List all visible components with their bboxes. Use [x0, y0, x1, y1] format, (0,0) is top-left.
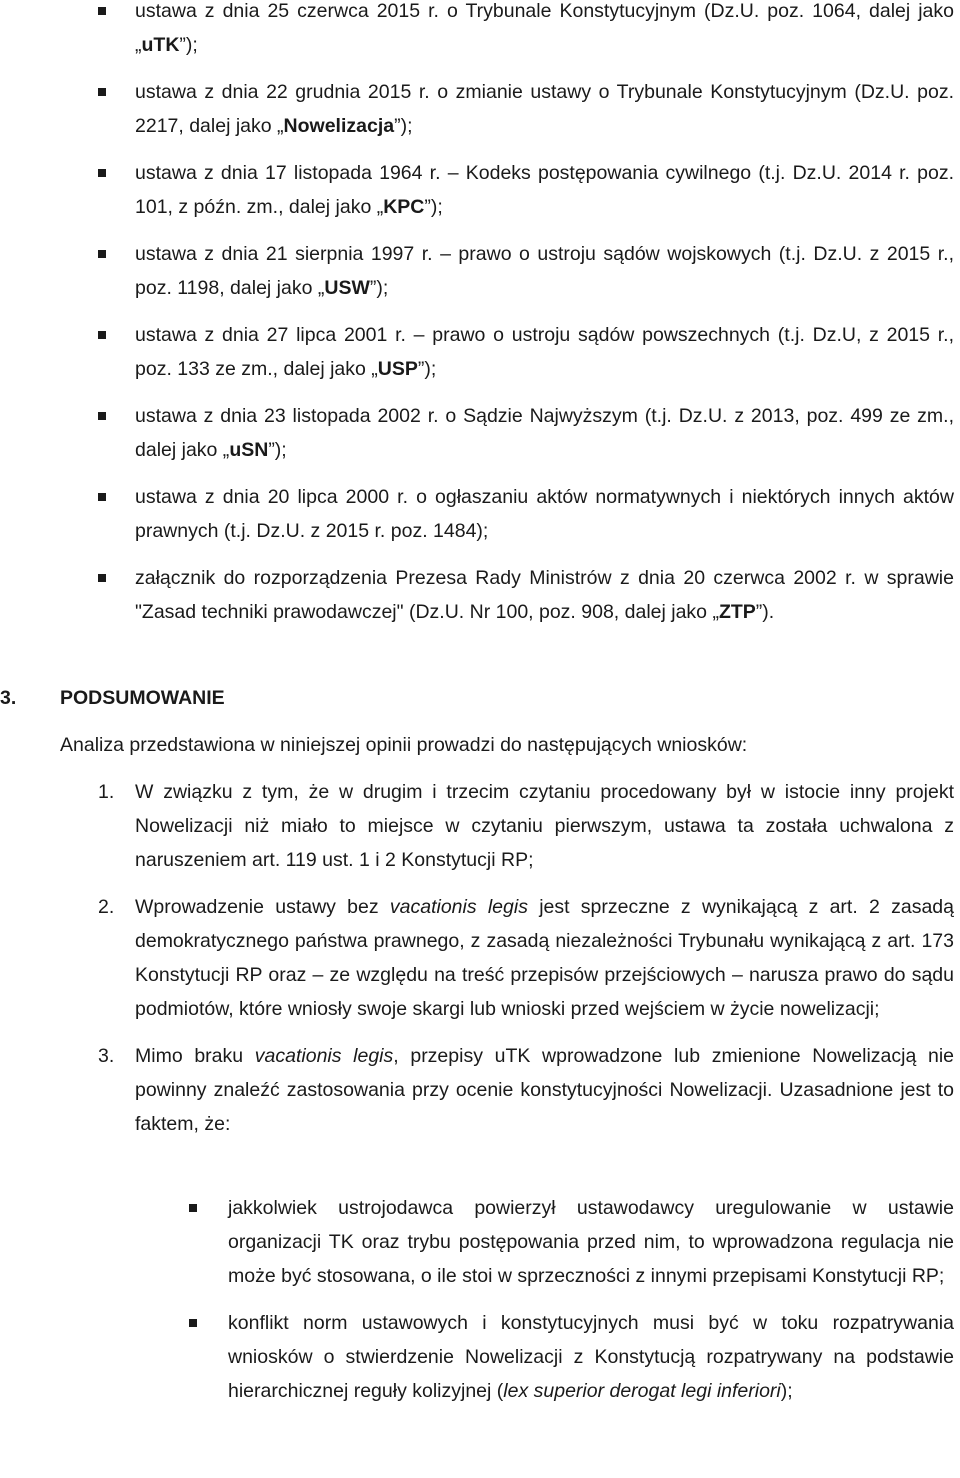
section-title: PODSUMOWANIE [60, 687, 225, 709]
square-bullet-icon [189, 1204, 197, 1212]
text-segment: Mimo braku [135, 1045, 255, 1067]
reference-item-text [135, 75, 954, 143]
defined-term: USW [324, 277, 370, 299]
conclusion-number: 3. [98, 1045, 115, 1067]
text-segment: ”); [369, 277, 389, 299]
sub-point-item-text [228, 1306, 954, 1408]
square-bullet-icon [98, 493, 106, 501]
square-bullet-icon [98, 169, 106, 177]
conclusions-list [0, 775, 960, 1154]
reference-item-text [135, 318, 954, 386]
reference-item-text [135, 156, 954, 224]
text-segment: , przepisy uTK wprowadzone lub zmienione Nowelizacją nie powinny znaleźć zastosowania przy ocenie konstytucyjności Nowelizacji. Uzasadnione jest to faktem, że: [135, 1045, 955, 1135]
sub-point-item [0, 1191, 960, 1293]
conclusion-text [135, 775, 954, 877]
conclusion-item [0, 1039, 960, 1141]
square-bullet-icon [98, 412, 106, 420]
square-bullet-icon [98, 574, 106, 582]
text-segment: jest sprzeczne z wynikającą z art. 2 zasadą demokratycznego państwa prawnego, z zasadą niezależności Trybunału wynikającą z art. 173 Konstytucji RP oraz – ze względu na treść przepisów przejściowych – narusza prawo do sądu podmiotów, które wniosły swoje skargi lub wnioski przed wejściem w życie nowelizacji; [135, 896, 954, 1020]
section-heading [0, 681, 225, 715]
text-segment: ustawa z dnia 25 czerwca 2015 r. o Trybunale Konstytucyjnym (Dz.U. poz. 1064, dalej jako „ [135, 0, 954, 56]
latin-term: vacationis legis [254, 1045, 394, 1067]
conclusion-item [0, 775, 960, 877]
text-segment: ustawa z dnia 23 listopada 2002 r. o Sądzie Najwyższym (t.j. Dz.U. z 2013, poz. 499 ze zm., dalej jako „ [135, 405, 954, 461]
reference-item-text [135, 480, 954, 548]
section-intro: Analiza przedstawiona w niniejszej opinii prowadzi do następujących wniosków: [60, 734, 748, 756]
latin-term: lex superior derogat legi inferiori [503, 1380, 781, 1402]
conclusion-item [0, 890, 960, 1026]
sub-points-list [0, 1191, 960, 1421]
square-bullet-icon [98, 331, 106, 339]
text-segment: ustawa z dnia 22 grudnia 2015 r. o zmianie ustawy o Trybunale Konstytucyjnym (Dz.U. poz. 2217, dalej jako „ [135, 81, 954, 137]
square-bullet-icon [98, 250, 106, 258]
text-segment: ”); [394, 115, 413, 137]
defined-term: uSN [229, 439, 269, 461]
defined-term: USP [377, 358, 418, 380]
text-segment: ustawa z dnia 27 lipca 2001 r. – prawo o ustroju sądów powszechnych (t.j. Dz.U, z 2015 r., poz. 133 ze zm., dalej jako „ [135, 324, 954, 380]
text-segment: ”); [417, 358, 437, 380]
reference-item [0, 399, 960, 467]
section-number: 3. [0, 687, 17, 709]
reference-item [0, 318, 960, 386]
reference-item [0, 480, 960, 548]
square-bullet-icon [189, 1319, 197, 1327]
defined-term: uTK [141, 34, 180, 56]
reference-item-text [135, 399, 954, 467]
text-segment: ”); [268, 439, 287, 461]
text-segment: załącznik do rozporządzenia Prezesa Rady Ministrów z dnia 20 czerwca 2002 r. w sprawie "Zasad techniki prawodawczej" (Dz.U. Nr 100, poz. 908, dalej jako „ [135, 567, 954, 623]
text-segment: ustawa z dnia 21 sierpnia 1997 r. – prawo o ustroju sądów wojskowych (t.j. Dz.U. z 2015 r., poz. 1198, dalej jako „ [135, 243, 954, 299]
square-bullet-icon [98, 88, 106, 96]
defined-term: ZTP [718, 601, 756, 623]
text-segment: ”); [179, 34, 198, 56]
sub-point-item-text [228, 1191, 954, 1293]
sub-point-item [0, 1306, 960, 1408]
text-segment: W związku z tym, że w drugim i trzecim czytaniu procedowany był w istocie inny projekt Nowelizacji niż miało to miejsce w czytaniu pierwszym, ustawa ta została uchwalona z naruszeniem art. 119 ust. 1 i 2 Konstytucji RP; [135, 781, 954, 871]
text-segment: ustawa z dnia 20 lipca 2000 r. o ogłaszaniu aktów normatywnych i niektórych innych aktów prawnych (t.j. Dz.U. z 2015 r. poz. 1484); [135, 486, 954, 542]
text-segment: ustawa z dnia 17 listopada 1964 r. – Kodeks postępowania cywilnego (t.j. Dz.U. 2014 r. poz. 101, z późn. zm., dalej jako „ [135, 162, 954, 218]
reference-item [0, 156, 960, 224]
reference-item [0, 75, 960, 143]
conclusion-number: 2. [98, 896, 115, 918]
text-segment: jakkolwiek ustrojodawca powierzył ustawodawcy uregulowanie w ustawie organizacji TK oraz trybu postępowania przed nim, to wprowadzona regulacja nie może być stosowana, o ile stoi w sprzeczności z innymi przepisami Konstytucji RP; [228, 1197, 954, 1287]
references-list [0, 0, 960, 642]
reference-item [0, 0, 960, 62]
conclusion-text [135, 1039, 954, 1141]
text-segment: ); [780, 1380, 793, 1402]
text-segment: ”); [424, 196, 443, 218]
text-segment: ”). [755, 601, 775, 623]
reference-item [0, 561, 960, 629]
conclusion-number: 1. [98, 781, 115, 803]
reference-item-text [135, 0, 954, 62]
defined-term: Nowelizacja [283, 115, 395, 137]
text-segment: konflikt norm ustawowych i konstytucyjnych musi być w toku rozpatrywania wniosków o stwierdzenie Nowelizacji z Konstytucją rozpatrywany na podstawie hierarchicznej reguły kolizyjnej ( [228, 1312, 954, 1402]
latin-term: vacationis legis [389, 896, 528, 918]
reference-item [0, 237, 960, 305]
conclusion-text [135, 890, 954, 1026]
text-segment: Wprowadzenie ustawy bez [135, 896, 390, 918]
square-bullet-icon [98, 7, 106, 15]
reference-item-text [135, 561, 954, 629]
defined-term: KPC [383, 196, 425, 218]
reference-item-text [135, 237, 954, 305]
